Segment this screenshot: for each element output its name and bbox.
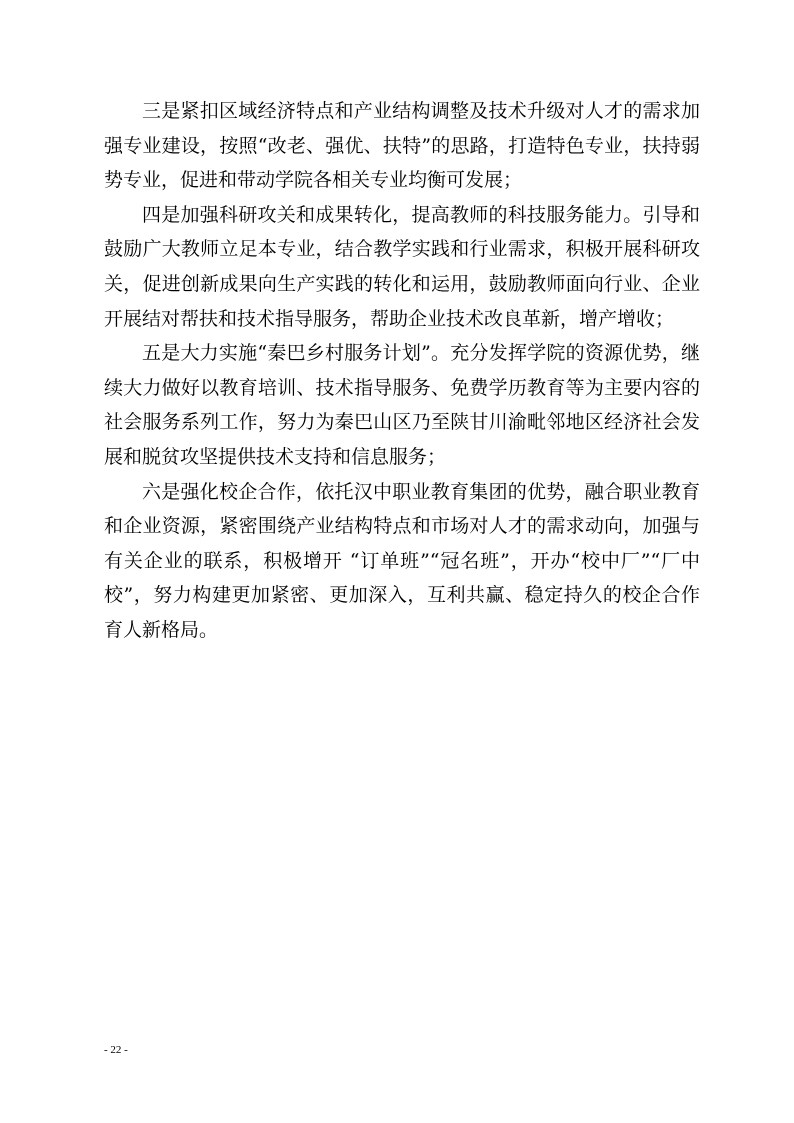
paragraph-specialty-construction: 三是紧扣区域经济特点和产业结构调整及技术升级对人才的需求加强专业建设，按照“改老、强优、扶特”的思路，打造特色专业，扶持弱势专业，促进和带动学院各相关专业均衡可发展； [104,100,700,192]
page-number: - 22 - [104,1044,128,1056]
paragraph-rural-service-plan: 五是大力实施“秦巴乡村服务计划”。充分发挥学院的资源优势，继续大力做好以教育培训、技术指导服务、免费学历教育等为主要内容的社会服务系列工作，努力为秦巴山区乃至陕甘川渝毗邻地区经济社会发展和脱贫攻坚提供技术支持和信息服务； [104,342,700,468]
body-text [104,94,700,648]
paragraph-school-enterprise-cooperation: 六是强化校企合作，依托汉中职业教育集团的优势，融合职业教育和企业资源，紧密围绕产业结构特点和市场对人才的需求动向，加强与有关企业的联系，积极增开 “订单班”“冠名班”，开办“校中厂”“厂中校”，努力构建更加紧密、更加深入，互利共赢、稳定持久的校企合作育人新格局。 [104,480,700,641]
paragraph-research-transfer: 四是加强科研攻关和成果转化，提高教师的科技服务能力。引导和鼓励广大教师立足本专业，结合教学实践和行业需求，积极开展科研攻关，促进创新成果向生产实践的转化和运用，鼓励教师面向行业、企业开展结对帮扶和技术指导服务，帮助企业技术改良革新，增产增收； [104,203,700,330]
